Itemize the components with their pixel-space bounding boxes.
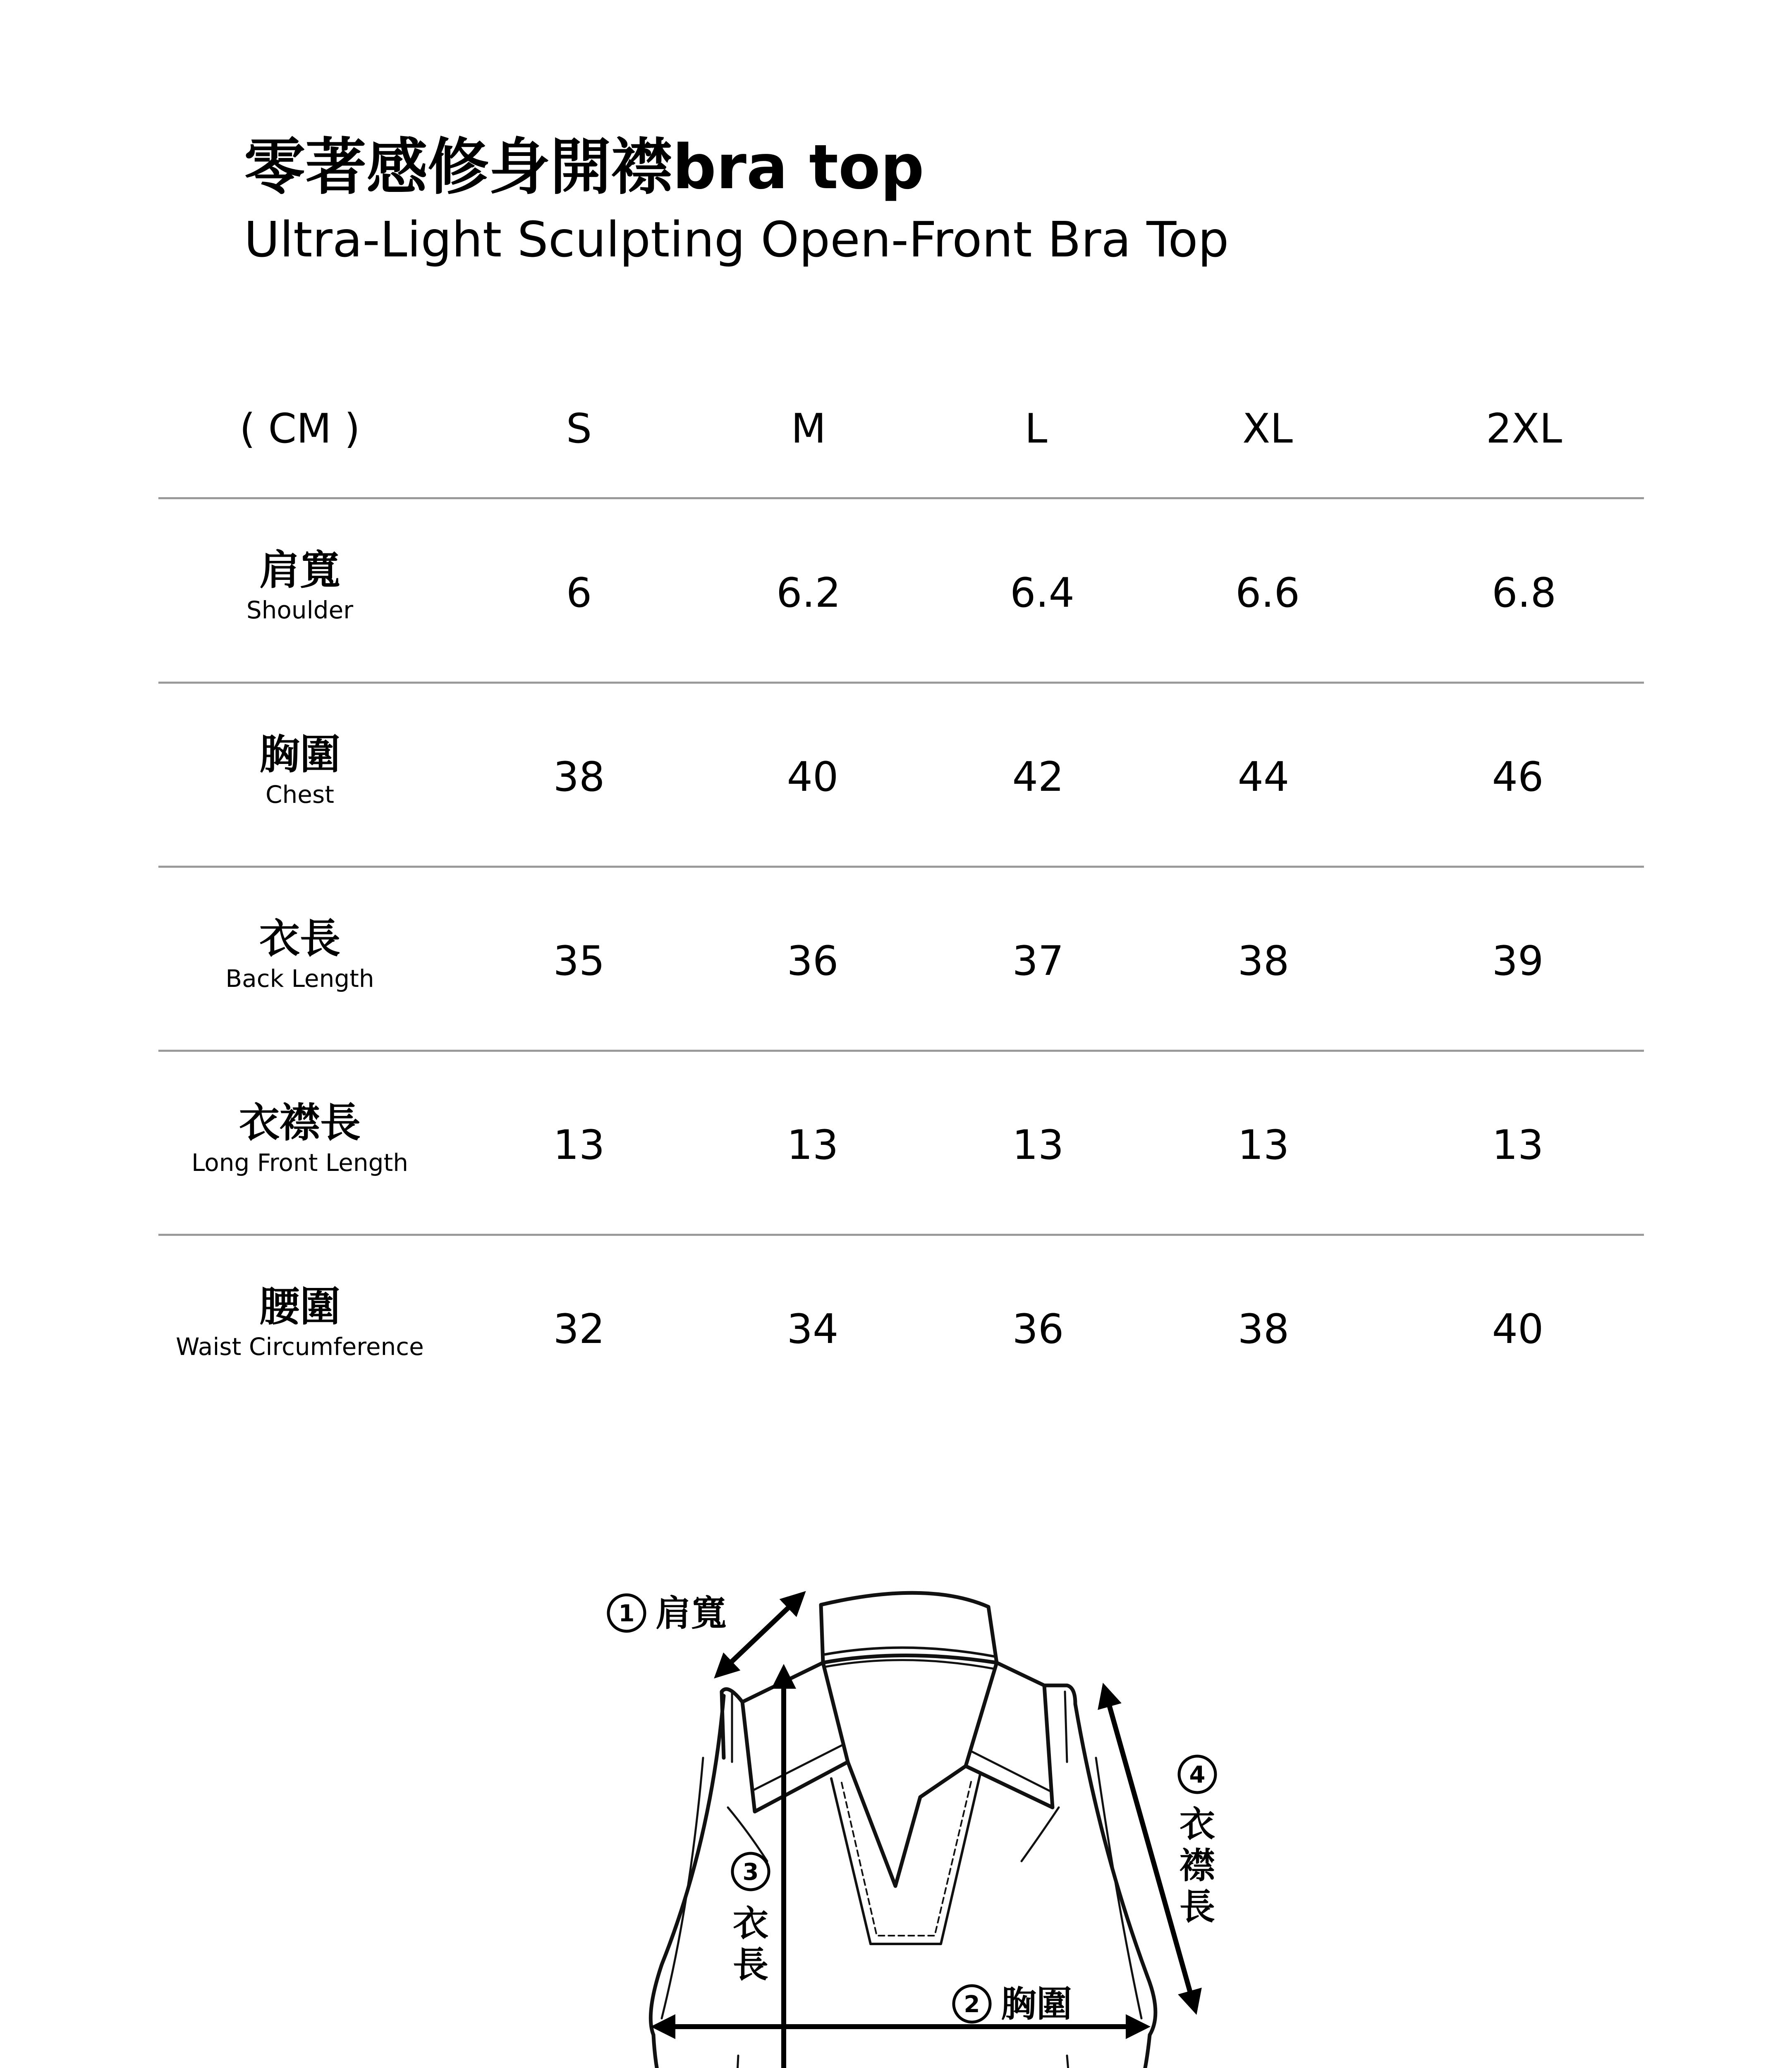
size-header-2xl: 2XL [1486, 405, 1562, 452]
measurement-label: 長 [1180, 1886, 1215, 1928]
marker-number: 2 [964, 1991, 980, 2018]
table-cell: 36 [787, 938, 839, 985]
product-title-zh: 零著感修身開襟bra top [244, 132, 924, 203]
table-cell: 6.8 [1492, 570, 1556, 617]
table-cell: 13 [787, 1122, 839, 1169]
table-cell: 38 [553, 754, 605, 801]
table-cell: 39 [1492, 938, 1544, 985]
table-cell: 6.6 [1235, 570, 1300, 617]
measurement-label: 襟 [1180, 1845, 1215, 1886]
table-cell: 38 [1237, 1306, 1290, 1353]
measurement-3-back-length [732, 1853, 769, 1986]
table-cell: 13 [553, 1122, 605, 1169]
measurement-arrows [656, 1594, 1195, 2068]
table-cell: 13 [1012, 1122, 1064, 1169]
table-cell: 40 [1492, 1306, 1544, 1353]
size-header-s: S [566, 405, 592, 452]
unit-label: ( CM ) [239, 405, 360, 452]
row-label-zh: 衣襟長 [239, 1099, 361, 1146]
measurement-label: 衣 [733, 1903, 768, 1944]
measurement-4-front-length [1179, 1756, 1215, 1928]
measurement-label: 衣 [1180, 1804, 1215, 1845]
table-cell: 32 [553, 1306, 605, 1353]
size-header-xl: XL [1242, 405, 1293, 452]
row-label-en: Back Length [225, 965, 374, 993]
size-header-m: M [791, 405, 826, 452]
measurement-label: 肩寬 [656, 1593, 727, 1634]
table-cell: 36 [1012, 1306, 1064, 1353]
row-label-zh: 腰圍 [259, 1283, 340, 1331]
size-header-l: L [1024, 405, 1048, 452]
row-label-zh: 胸圍 [259, 731, 340, 778]
measurement-1-shoulder [608, 1593, 727, 1634]
row-label-en: Waist Circumference [176, 1333, 424, 1361]
row-label-en: Chest [266, 780, 334, 809]
table-cell: 37 [1012, 938, 1064, 985]
table-cell: 42 [1012, 754, 1064, 801]
table-cell: 46 [1492, 754, 1544, 801]
measurement-label: 胸圍 [1001, 1984, 1072, 2025]
row-label-en: Shoulder [246, 596, 354, 624]
row-label-en: Long Front Length [191, 1149, 408, 1177]
table-cell: 6 [566, 570, 592, 617]
measurement-label: 長 [733, 1944, 768, 1986]
row-label-zh: 衣長 [259, 915, 340, 962]
table-cell: 13 [1237, 1122, 1290, 1169]
table-cell: 13 [1492, 1122, 1544, 1169]
table-cell: 38 [1237, 938, 1290, 985]
measurement-2-chest [954, 1984, 1072, 2025]
table-cell: 35 [553, 938, 605, 985]
table-cell: 6.4 [1010, 570, 1074, 617]
marker-number: 3 [742, 1859, 759, 1886]
table-cell: 44 [1237, 754, 1290, 801]
product-title-en: Ultra-Light Sculpting Open-Front Bra Top [244, 211, 1229, 268]
marker-number: 4 [1189, 1762, 1206, 1788]
table-cell: 40 [787, 754, 839, 801]
table-cell: 34 [787, 1306, 839, 1353]
row-label-zh: 肩寬 [259, 547, 340, 594]
table-cell: 6.2 [776, 570, 841, 617]
marker-number: 1 [618, 1600, 635, 1627]
